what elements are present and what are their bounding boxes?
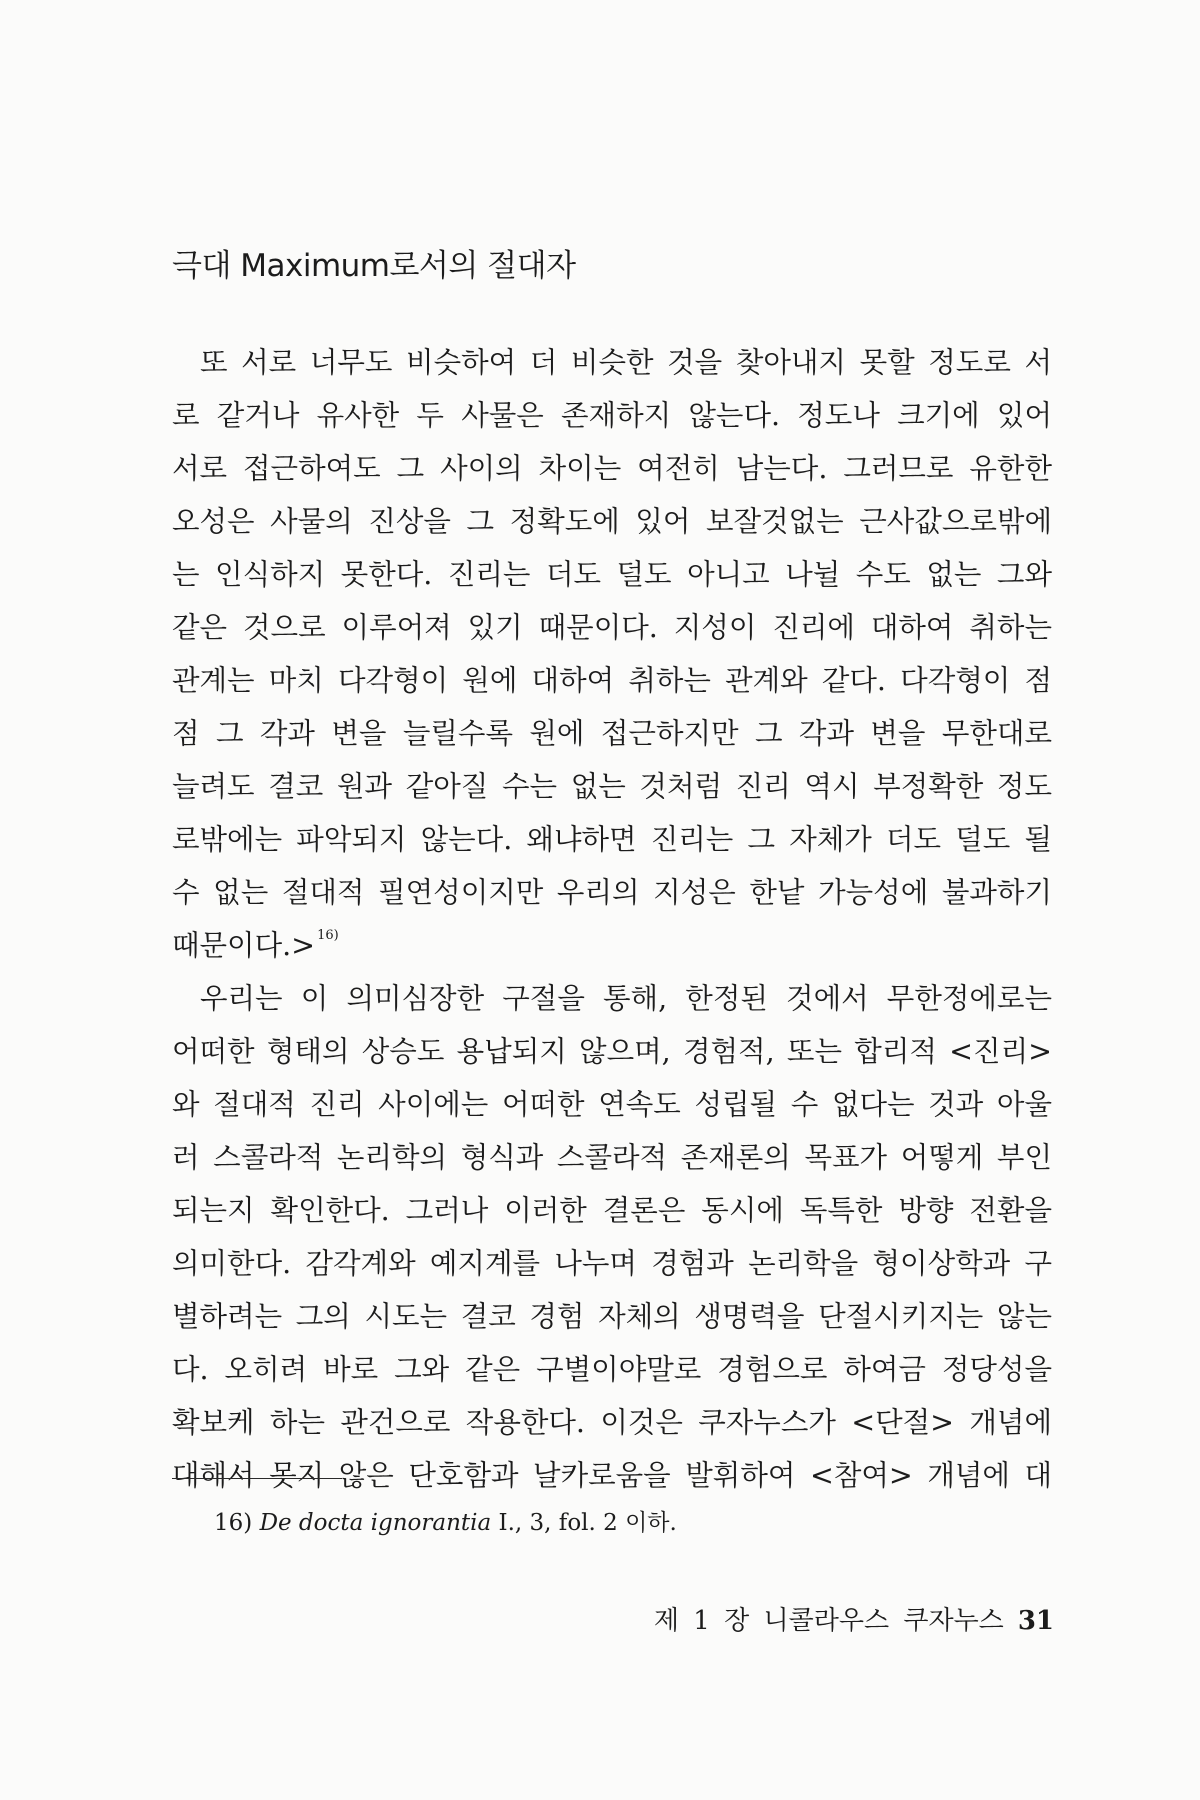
text-line: 의미한다. 감각계와 예지계를 나누며 경험과 논리학을 형이상학과 구 (172, 1247, 1052, 1280)
text-line: 오성은 사물의 진상을 그 정확도에 있어 보잘것없는 근사값으로밖에 (172, 505, 1052, 538)
text-line: 관계는 마치 다각형이 원에 대하여 취하는 관계와 같다. 다각형이 점 (172, 664, 1052, 697)
body-text (172, 336, 1052, 1502)
text-line: 되는지 확인한다. 그러나 이러한 결론은 동시에 독특한 방향 전환을 (172, 1194, 1052, 1227)
text-line: 러 스콜라적 논리학의 형식과 스콜라적 존재론의 목표가 어떻게 부인 (172, 1141, 1052, 1174)
text-line: 별하려는 그의 시도는 결코 경험 자체의 생명력을 단절시키지는 않는 (172, 1300, 1052, 1333)
text-line: 다. 오히려 바로 그와 같은 구별이야말로 경험으로 하여금 정당성을 (172, 1353, 1052, 1386)
text-line (172, 919, 1052, 972)
footnote-reference[interactable]: 16) (317, 928, 339, 943)
text-line: 와 절대적 진리 사이에는 어떠한 연속도 성립될 수 없다는 것과 아울 (172, 1088, 1052, 1121)
text-line: 대해서 못지 않은 단호함과 날카로움을 발휘하여 <참여> 개념에 대 (172, 1459, 1052, 1492)
footnote-divider (172, 1478, 342, 1479)
text-line: 점 그 각과 변을 늘릴수록 원에 접근하지만 그 각과 변을 무한대로 (172, 717, 1052, 750)
text-line: 같은 것으로 이루어져 있기 때문이다. 지성이 진리에 대하여 취하는 (172, 611, 1052, 644)
text-line-content: 때문이다.> (172, 929, 316, 962)
section-heading: 극대 Maximum로서의 절대자 (172, 248, 576, 284)
chapter-label: 제 1 장 니콜라우스 쿠자누스 (653, 1606, 1004, 1636)
text-line: 로밖에는 파악되지 않는다. 왜냐하면 진리는 그 자체가 더도 덜도 될 (172, 823, 1052, 856)
text-line: 어떠한 형태의 상승도 용납되지 않으며, 경험적, 또는 합리적 <진리> (172, 1035, 1052, 1068)
text-line: 확보케 하는 관건으로 작용한다. 이것은 쿠자누스가 <단절> 개념에 (172, 1406, 1052, 1439)
text-line: 는 인식하지 못한다. 진리는 더도 덜도 아니고 나뉠 수도 없는 그와 (172, 558, 1052, 591)
text-line: 우리는 이 의미심장한 구절을 통해, 한정된 것에서 무한정에로는 (200, 982, 1052, 1015)
text-line: 서로 접근하여도 그 사이의 차이는 여전히 남는다. 그러므로 유한한 (172, 452, 1052, 485)
footnote-citation: I., 3, fol. 2 이하. (498, 1510, 677, 1536)
footnote-number: 16) (214, 1510, 253, 1536)
text-line: 늘려도 결코 원과 같아질 수는 없는 것처럼 진리 역시 부정확한 정도 (172, 770, 1052, 803)
text-line: 로 같거나 유사한 두 사물은 존재하지 않는다. 정도나 크기에 있어 (172, 399, 1052, 432)
running-footer (654, 1600, 1054, 1637)
footnote (214, 1504, 677, 1537)
text-line: 수 없는 절대적 필연성이지만 우리의 지성은 한낱 가능성에 불과하기 (172, 876, 1052, 909)
footnote-title: De docta ignorantia (259, 1510, 492, 1536)
page-number: 31 (1017, 1606, 1054, 1636)
text-line: 또 서로 너무도 비슷하여 더 비슷한 것을 찾아내지 못할 정도로 서 (200, 346, 1052, 379)
